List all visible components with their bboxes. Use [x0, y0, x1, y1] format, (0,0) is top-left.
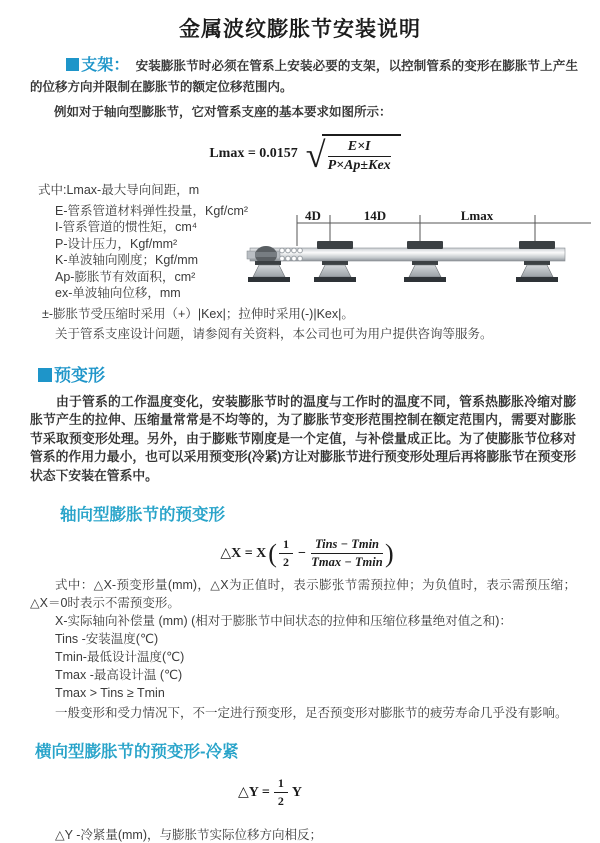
radical-sign-icon: √ [305, 134, 326, 175]
lateral-formula-lhs: △Y = [238, 785, 270, 800]
lmax-fraction-denominator: P×Ap±Kex [327, 158, 391, 173]
pipe-support [404, 241, 446, 282]
temperature-fraction [311, 537, 383, 570]
temp-numerator: Tins − Tmin [311, 537, 383, 554]
legend-item: Ap-膨胀节有效面积，cm² [55, 269, 196, 284]
support-example-line: 例如对于轴向型膨胀节，它对管系支座的基本要求如图所示： [54, 105, 392, 119]
preform-section-heading [38, 361, 570, 386]
minus-sign: − [297, 545, 306, 561]
note-line: Tins -安装温度(℃) [55, 632, 159, 646]
preform-heading-text: 预变形 [54, 365, 105, 385]
note-line: 式中：△X-预变形量(mm)，△X为正值时，表示膨张节需预拉伸；为负值时，表示需预压缩；△X＝0时表示不需预变形。 [30, 578, 576, 610]
pipe-support [248, 261, 290, 282]
support-closing-line: 关于管系支座设计问题，请参阅有关资料，本公司也可为用户提供咨询等服务。 [55, 326, 493, 341]
legend-item: 式中:Lmax-最大导向间距，m [38, 183, 200, 197]
note-line: Tmax > Tins ≥ Tmin [55, 686, 165, 700]
half-denominator: 2 [282, 555, 289, 569]
half-numerator: 1 [279, 537, 293, 554]
pipe-support-diagram [245, 208, 595, 308]
half-denominator: 2 [277, 794, 284, 808]
pipe-support [314, 241, 356, 282]
half-numerator: 1 [274, 776, 288, 793]
lateral-formula-note: △Y -冷紧量(mm)，与膨胀节实际位移方向相反； [55, 828, 323, 842]
axial-preform-heading: 轴向型膨胀节的预变形 [60, 506, 225, 524]
formula-legend-list [30, 182, 600, 343]
preform-paragraph: 由于管系的工作温度变化，安装膨胀节时的温度与工作时的温度不同，管系热膨胀冷缩对膨胀节产生的拉伸、压缩量常常是不均等的，为了膨胀节变形范围控制在额定范围内，需要对膨胀节采取预变形处理。另外，由于膨账节刚度是一个定值，与补偿量成正比。为了使膨胀节位移对管系的作用力最小，也可以采用预变形(冷紧)方让对膨胀节进行预变形处理后再将膨胀节在预变形状态下安装在管系中。 [30, 393, 576, 483]
one-half-fraction [279, 537, 293, 570]
lmax-formula-lhs: Lmax = 0.0157 [209, 146, 298, 161]
legend-item: K-单波轴向刚度；Kgf/mm [55, 253, 199, 267]
lateral-formula-rhs: Y [291, 784, 302, 800]
lmax-fraction-numerator: E×I [328, 139, 391, 157]
support-intro-paragraph [30, 55, 578, 98]
blue-square-bullet-icon [66, 58, 79, 71]
one-half-fraction [274, 776, 288, 809]
legend-item: ex-单波轴向位移，mm [55, 286, 181, 300]
support-section-heading: 支架： [81, 57, 130, 74]
left-paren: ( [268, 538, 277, 568]
legend-item-plusminus: ±-膨胀节受压缩时采用（+）|Kex|；拉伸时采用(-)|Kex|。 [42, 306, 354, 321]
blue-square-bullet-icon [38, 368, 52, 382]
legend-item: P-设计压力，Kgf/mm² [55, 236, 178, 251]
dimension-label-lmax: Lmax [460, 208, 494, 223]
dimension-label-4d: 4D [305, 208, 321, 223]
lateral-preform-formula [238, 776, 302, 809]
dimension-label-14d: 14D [363, 208, 387, 223]
axial-preform-formula [220, 537, 395, 570]
support-intro-text: 安装膨胀节时必须在管系上安装必要的支架，以控制管系的变形在膨胀节上产生的位移方向并限制在膨胀节的额定位移范围内。 [30, 59, 578, 94]
legend-item: E-管系管道材料弹性投量，Kgf/cm² [55, 203, 249, 218]
radicand [322, 134, 401, 174]
note-line: Tmax -最高设计温 (℃) [55, 668, 183, 682]
pipe-support [516, 241, 558, 282]
lateral-preform-heading: 横向型膨胀节的预变形-冷紧 [35, 743, 239, 761]
sqrt-radical [306, 134, 401, 174]
note-line: X-实际轴向补偿量 (mm) (相对于膨胀节中间状态的拉伸和压缩位移量绝对值之和)： [55, 614, 512, 628]
legend-item: I-管系管道的惯性矩，cm⁴ [55, 220, 198, 234]
axial-formula-notes [30, 576, 576, 722]
note-line: 一般变形和受力情况下，不一定进行预变形，足否预变形对膨胀节的疲劳寿命几乎没有影响。 [55, 706, 568, 720]
lmax-formula [209, 134, 400, 174]
axial-formula-lhs: △X = X [220, 546, 267, 561]
lmax-fraction [328, 139, 391, 174]
note-line: Tmin-最低设计温度(℃) [55, 650, 185, 664]
page-title: 金属波纹膨胀节安装说明 [179, 18, 421, 41]
temp-denominator: Tmax − Tmin [311, 555, 383, 569]
right-paren: ) [385, 538, 394, 568]
